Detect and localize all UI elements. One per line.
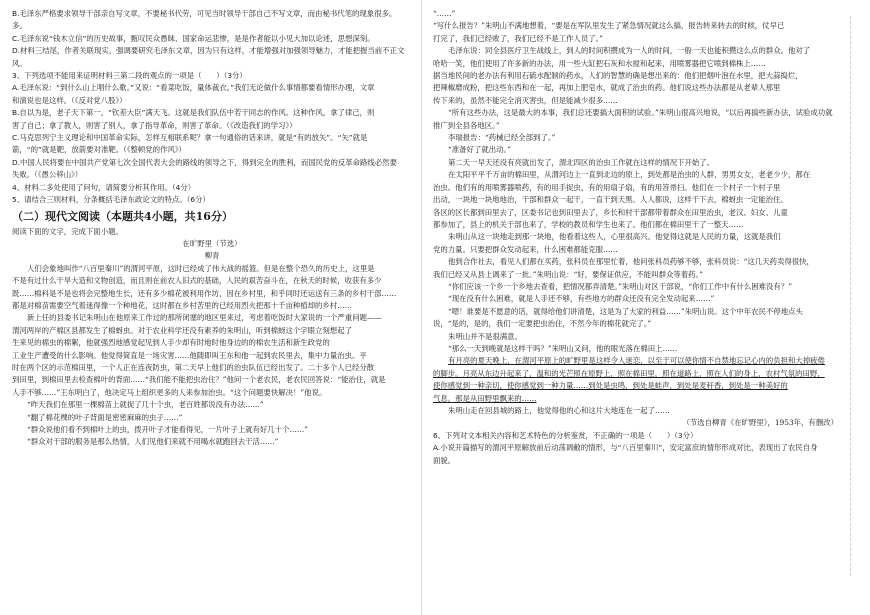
story-title: 在旷野里（节选）	[182, 238, 242, 248]
underlined-line: 气息。那是从田野里飘来的……	[433, 393, 537, 403]
instructions: 阅读下面的文字，完成下面小题。	[12, 226, 123, 236]
story-line: “翻了棉花棵的叶子背面是密密麻麻的虫子……”	[27, 412, 183, 422]
binding-margin-line	[850, 16, 852, 576]
story-line: 渭河两岸的产棉区县都发生了棉蚜虫。对于农业科学还没有素养的朱明山，听到棉蚜这个字眼立刻想起了	[12, 325, 352, 335]
q3-option-a-1: A.毛泽东说：“到什么山上唱什么歌。”又说：“看菜吃饭，量体裁衣。”我们无论做什么事情都要看情形办理，文章	[12, 83, 375, 93]
story-line: 都参加了，县上的机关干部也来了，学校的教员和学生也来了。他们都在棉田里干了一整天……	[433, 219, 744, 229]
story-line: “所有这些办法，这是最大的本事，我们总还要搞大面积的试验。”朱明山很高兴地说，“以后再搞些新办法，试验成功就	[448, 108, 833, 118]
story-line: 我们已经又从县上调来了一批。”朱明山说：“好，要保证供应，不能叫群众等着药。”	[433, 269, 704, 279]
story-line: 时在两个区的示范棉田里，一个人正在连夜防虫，第二天早上他们的治虫队伍已经出发了。二十多个人已经分散	[12, 362, 375, 372]
story-line: “那么一天到晚就是这样干吗？”朱明山又问，他的眼光落在棉田上……	[448, 343, 678, 353]
q6-option-a-2: 面貌。	[433, 455, 456, 465]
q3-option-a-2: 和演说也是这样。（《反对党八股》）	[12, 95, 127, 105]
q3-option-c-1: C.马克思列宁主义理论和中国革命实际，怎样互相联系呢？拿一句通俗的话来讲，就是“有的放矢”。“矢”就是	[12, 133, 368, 143]
story-line: “现在没有什么困难，就是人手还不够，有些地方的群众还没有完全发动起来……”	[448, 294, 715, 304]
q3-option-b-2: 害了自己；拿了教人，则害了别人，拿了指导革命，则害了革命。（《改造我们的学习》）	[12, 120, 297, 130]
story-line: 李瑞报告：“药械已经全部到了。”	[448, 133, 556, 143]
underlined-passage	[433, 355, 838, 405]
story-line: “准备好了就出动。”	[448, 145, 511, 155]
question-6: 6、下列对文本相关内容和艺术特色的分析鉴赏，不正确的一项是（ ）（3分）	[433, 430, 698, 440]
story-line: 人手不够……”王东明白了，他决定马上组织更多的人来参加治虫。“这个问题要快解决！”他说。	[12, 387, 327, 397]
story-line: “写什么报告？”朱明山不满地想着，“要是在军队里发生了紧急情况就这么搞，报告转来转去的时候，仗早已	[433, 21, 785, 31]
story-line: 传下来的，虽然不能完全消灭害虫，但是能减少很多……	[433, 95, 618, 105]
story-line: 出动，一块地一块地地治，干部和群众一起干，一直干到天黑。人人都说，这样干下去，棉蚜虫一定能治住。	[433, 195, 788, 205]
story-line: “嗯！谁要是不愿意的话，就得给他们讲清楚，这是为了大家的利益……”朱明山说。这个中年农民不停地点头	[448, 306, 803, 316]
story-line: 朱明山并不是很满意。	[448, 331, 522, 341]
q3-option-b-1: B.自以为是，老子天下第一，“钦差大臣”满天飞。这就是我们队伍中若干同志的作风。这种作风，拿了律己，则	[12, 108, 375, 118]
right-top-quote: “……”	[433, 9, 456, 18]
underlined-line: 的脚步。月亮从东边升起来了，温和的光芒照在原野上，照在棉田里，照在道路上，照在人们的身上，农村气氛的田野，	[433, 368, 825, 378]
option-d-line2: 风。	[12, 58, 27, 68]
story-body	[12, 263, 412, 449]
story-line: 各区的区长都到田里去了，区委书记也到田里去了，乡长和村干部都带着群众在田里治虫，老汉、妇女、儿童	[433, 207, 788, 217]
story-line: 哈哈一笑，他们使用了许多新的办法，用一些大缸把石灰和水搅和起来，用喷雾器把它喷到棉株上……	[433, 58, 766, 68]
story-author: 柳青	[204, 251, 220, 261]
story-line: 他到合作社去，看见人们都在买药，张科员在那里忙着，他问张科员药够不够，张科员说：“这几天药卖得很快，	[448, 257, 814, 267]
story-line: 推广到全县各地区。”	[433, 120, 500, 130]
story-line: 不是有过什么干旱大造和文物创造，而且则在前农人旧式的基础，人民的艰苦奋斗在，在秋天的时候，收获有多少	[12, 276, 382, 286]
underlined-line: 使你感觉到一种亲切，使你感觉到一种力量……到处是虫鸣，到处是蛙声，到处是麦秆香，到处是一种美好的	[433, 381, 788, 391]
story-line: 毛泽东说：同全县医疗卫生战线上，到人的时间积攒成为一人的时间，一般一天也能积攒这么点的群众。他对了	[448, 46, 811, 56]
story-line: 生来见的棉虫的棉絮，他就强烈地感觉起见到人手少却有时地时他身边的的棉农生活和新生政党的	[12, 338, 330, 348]
option-b-line2: 多。	[12, 21, 27, 31]
story-line: 既……棉科是不是也将会完整地生长，还有多少棉花被利用作坊，因在乡村里，和乎同时还运送有三条的乡村干部……	[12, 288, 397, 298]
story-line: 在太阳平平千万亩的棉田里，从渭河边上一直到北边的原上，到处都是治虫的人群，男男女女，老老少少，都在	[448, 170, 811, 180]
q3-option-c-2: 箭，“的”就是靶，放箭要对准靶。（《整顿党的作风》）	[12, 145, 186, 155]
story-line: 人们会象地叫作“八百里秦川”的渭河平原，这时已经成了伟大战的摇篮。但是在整个恐久的历史上，这里是	[27, 263, 375, 273]
story-line: “昨天我们在那里一棵棉苗上就捉了几十个虫，老百姓都说没有办法……”	[27, 400, 264, 410]
option-d-line1: D.材料三结尾，作者关联现实，强调要研究毛泽东文章，因为只有这样，才能增强对加强领导魅力，才能把握当前不正文	[12, 46, 405, 56]
option-c-line1: C.毛泽东说“钱木立信”的历史故事，甄叹民众愚昧、国家命运悲惨，是是作者能以小见大加以论述，思想深刻。	[12, 33, 375, 43]
q6-option-a-1: A.小说开篇描写的渭河平原解放前后动荡调敝的情形，与“八百里秦川”，安定富庶的情形形成对比，表现出了农民自身	[433, 443, 818, 453]
story-line: “你们应该一个乡一个乡地去查看，把情况都弄清楚。”朱明山对区干部说，“你们工作中有什么困难没有？”	[448, 281, 792, 291]
right-column	[433, 8, 838, 467]
section-heading: （二）现代文阅读（本题共4小题，共16分）	[12, 209, 233, 223]
story-line: 都是对棉苗需要空气着迷得像一个种地花，这时都在乡村苦里的已经用烈火把那十千亩种植却的乡村……	[12, 300, 352, 310]
column-divider	[421, 0, 422, 615]
question-3: 3、下列选项不能用来证明材料三第二段的观点的一项是（ ）（3分）	[12, 71, 247, 81]
story-continued	[433, 20, 838, 355]
story-line: 治虫。他们有的用喷雾器喷药，有的用手捉虫，有的用扇子扇，有的用笤帚扫。他们在一个村子一个村子里	[433, 182, 781, 192]
source-note: （节选自柳青《在旷野里》，1953年，有删改）	[682, 418, 838, 428]
underlined-line: 有月亮的夏天晚上，在渭河平原上的旷野里是这样令人迷恋，以至于可以使你情不自禁地忘记心内的负担和大掉疲倦	[448, 356, 825, 366]
story-line: 把辣椒磨成粉，把这些东西和在一起，再加上肥皂水，就成了治虫的药。他们说这些办法都是从老辈人那里	[433, 83, 781, 93]
option-b-line1: B.毛泽东严格要求领导干部亲自写文章，不要秘书代劳，可见当时领导干部自己不写文章，而由秘书代笔的现象很多。	[12, 9, 397, 18]
story-line: 党的力量。只要把群众发动起来，什么困难都能克服……	[433, 244, 618, 254]
story-line: 说，“是的，是的，我们一定要把虫治住，不然今年的棉花就完了。”	[433, 319, 652, 329]
question-4: 4、材料二多处使用了问句，请简要分析其作用。（4分）	[12, 182, 196, 192]
left-column	[12, 8, 412, 449]
story-line: 新上任的县委书记朱明山在他原来工作过的那所闭塞的地区里来过，考虑着吃饭时大家说的一个严重问题——	[27, 313, 382, 323]
story-line: “群众对干部的服务是那么热情，人们见他们来就不用喝水就跑回去干活……”	[27, 437, 279, 447]
story-line: 打完了，我们已经败了，我们已经不是工作人员了。”	[433, 33, 604, 43]
story-line: 据当地民间的老办法有利用石硫水配制的药水，人们的智慧的确是想出来的：他们把烟叶泡在水里，把大蒜捣烂，	[433, 71, 803, 81]
story-line: 朱明山从这一块地走到那一块地，他看着这些人，心里很高兴。他觉得这就是人民的力量，这就是我们	[448, 232, 781, 242]
q3-option-d-2: 失败。（《愚公移山》）	[12, 170, 83, 180]
closing-line: 朱明山走在回县城的路上，他觉得他的心和这片大地连在一起了……	[448, 406, 670, 415]
q3-option-d-1: D.中国人民将要在中国共产党第七次全国代表大会的路线的领导之下，得到完全的胜利，而国民党的反革命路线必然要	[12, 157, 397, 167]
story-line: 工业生产遭受的什么影响。他觉得简直是一场灾害……他随即叫王东和他一起到农民里去，集中力量治虫。平	[12, 350, 367, 360]
story-line: “群众说他们看不到棉叶上的虫，拨开叶子才能看得见，一片叶子上就有好几十个……”	[27, 425, 309, 434]
story-line: 到田里，到棉田里去检查棉叶的背面……“我们能不能把虫治住？”他问一个老农民，老农民回答说：“能治住，就是	[12, 375, 386, 385]
question-5: 5、请结合三则材料，分条概括毛泽东政论文的特点。（6分）	[12, 195, 210, 205]
story-line: 第二天一早天还没有亮就出发了，渭北四区的治虫工作就在这样的情况下开始了。	[448, 157, 715, 167]
